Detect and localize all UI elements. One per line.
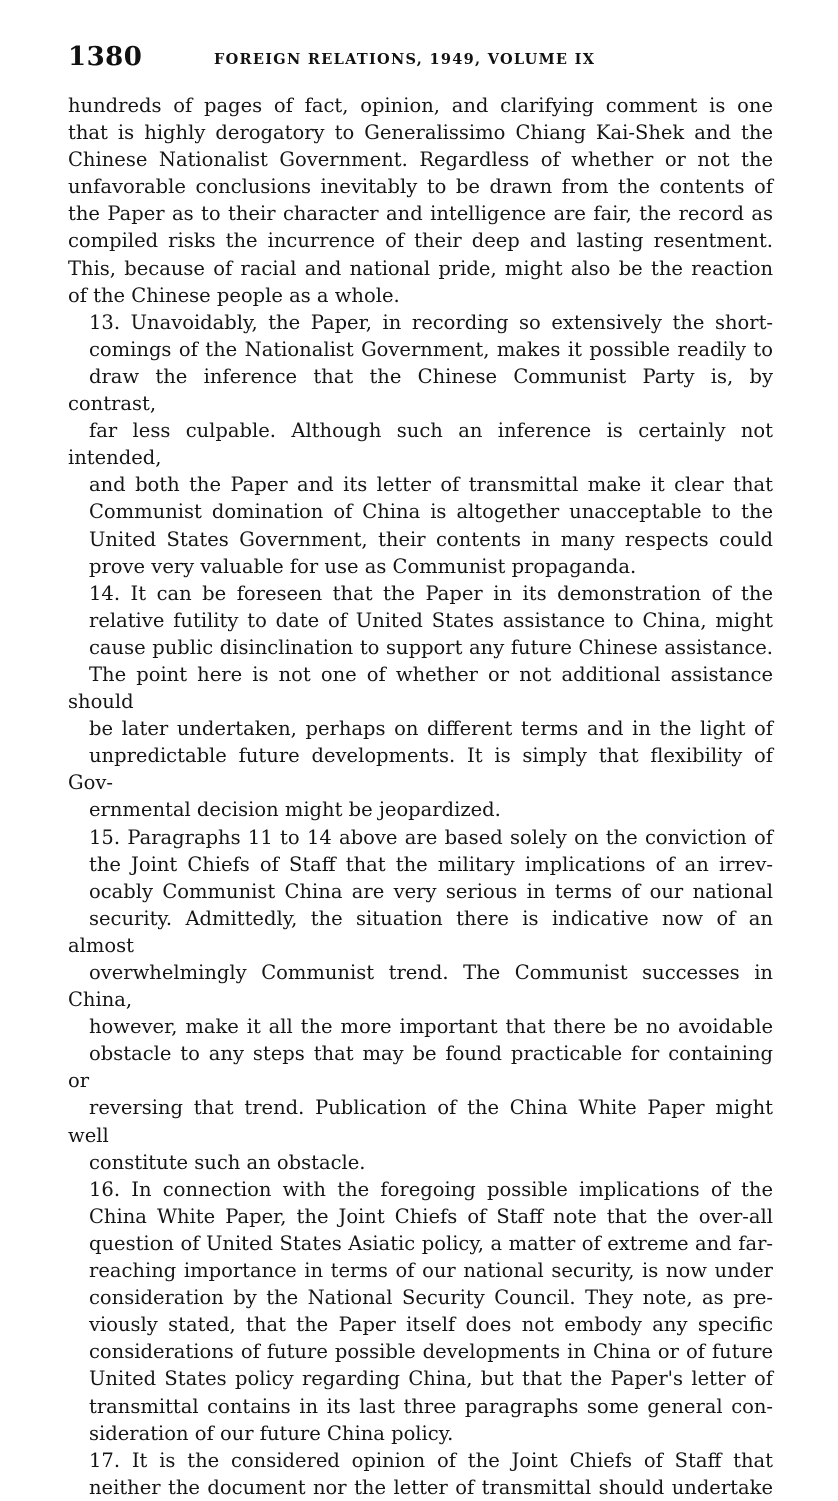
text-line: and both the Paper and its letter of transmittal make it clear that [89, 473, 773, 497]
text-line: unfavorable conclusions inevitably to be drawn from the contents of [68, 175, 773, 199]
page-header [68, 42, 773, 78]
text-line: transmittal contains in its last three paragraphs some general con- [89, 1394, 773, 1418]
text-line: that is highly derogatory to Generalissimo Chiang Kai-Shek and the [68, 121, 773, 145]
text-line: 16. In connection with the foregoing possible implications of the [89, 1177, 773, 1201]
body-text [68, 92, 773, 1501]
text-line: prove very valuable for use as Communist propaganda. [89, 554, 637, 578]
text-line: draw the inference that the Chinese Communist Party is, by contrast, [68, 364, 773, 416]
text-line: relative futility to date of United States assistance to China, might [89, 608, 773, 632]
text-line: unpredictable future developments. It is simply that flexibility of Gov- [68, 744, 773, 795]
text-line: be later undertaken, perhaps on different terms and in the light of [89, 717, 773, 741]
text-line: question of United States Asiatic policy, a matter of extreme and far- [89, 1231, 773, 1255]
text-line: 13. Unavoidably, the Paper, in recording so extensively the short- [89, 310, 773, 334]
text-line: 14. It can be foreseen that the Paper in its demonstration of the [89, 581, 773, 605]
paragraph [68, 1447, 773, 1501]
text-line: comings of the Nationalist Government, makes it possible readily to [89, 337, 773, 361]
text-line: of the Chinese people as a whole. [68, 283, 400, 307]
text-line: consideration by the National Security Council. They note, as pre- [89, 1286, 773, 1310]
paragraph [68, 824, 773, 1176]
text-line: security. Admittedly, the situation there is indicative now of an almost [68, 906, 773, 957]
text-line: however, make it all the more important that there be no avoidable [89, 1015, 773, 1039]
paragraph [68, 1176, 773, 1447]
text-line: the Paper as to their character and intelligence are fair, the record as [68, 202, 773, 226]
text-line: reversing that trend. Publication of the China White Paper might well [68, 1096, 773, 1147]
paragraph [68, 92, 773, 309]
text-line: ernmental decision might be jeopardized. [89, 798, 501, 822]
text-line: considerations of future possible developments in China or of future [89, 1340, 773, 1364]
text-line: This, because of racial and national pride, might also be the reaction [68, 256, 773, 280]
text-line: far less culpable. Although such an inference is certainly not intended, [68, 419, 773, 470]
text-line: 15. Paragraphs 11 to 14 above are based solely on the conviction of [89, 825, 773, 849]
text-line: United States policy regarding China, but that the Paper's letter of [89, 1367, 773, 1391]
text-line: ocably Communist China are very serious in terms of our national [89, 879, 773, 903]
text-line: cause public disinclination to support any future Chinese assistance. [89, 635, 773, 659]
running-head: FOREIGN RELATIONS, 1949, VOLUME IX [214, 51, 596, 68]
text-line: obstacle to any steps that may be found practicable for containing or [68, 1042, 773, 1093]
text-line: hundreds of pages of fact, opinion, and clarifying comment is one [68, 94, 773, 117]
page-number: 1380 [68, 42, 143, 72]
paragraph [68, 309, 773, 580]
paragraph [68, 580, 773, 824]
text-line: Communist domination of China is altogether unacceptable to the [89, 500, 773, 524]
text-line: Chinese Nationalist Government. Regardless of whether or not the [68, 148, 773, 172]
text-line: 17. It is the considered opinion of the Joint Chiefs of Staff that [89, 1448, 773, 1472]
text-line: overwhelmingly Communist trend. The Communist successes in China, [68, 961, 773, 1012]
text-line: neither the document nor the letter of transmittal should undertake [89, 1475, 773, 1499]
text-line: The point here is not one of whether or not additional assistance should [68, 662, 773, 714]
text-line: compiled risks the incurrence of their deep and lasting resentment. [68, 229, 773, 253]
text-line: China White Paper, the Joint Chiefs of Staff note that the over-all [89, 1204, 773, 1228]
text-line: United States Government, their contents in many respects could [89, 527, 773, 551]
text-line: viously stated, that the Paper itself does not embody any specific [89, 1313, 773, 1337]
text-line: reaching importance in terms of our national security, is now under [89, 1259, 773, 1283]
text-line: the Joint Chiefs of Staff that the military implications of an irrev- [89, 852, 773, 876]
text-line: sideration of our future China policy. [89, 1421, 454, 1445]
text-line: constitute such an obstacle. [89, 1150, 366, 1174]
